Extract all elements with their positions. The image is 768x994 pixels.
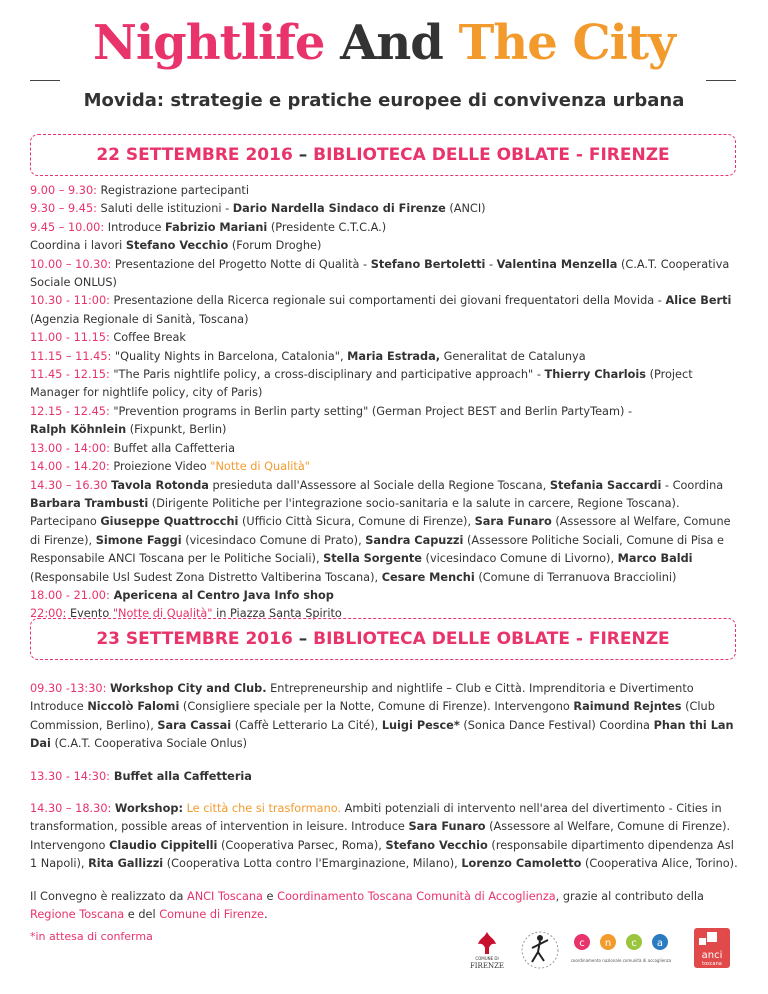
program-line: 9.00 – 9.30: Registrazione partecipanti — [30, 184, 249, 197]
comune-label: FIRENZE — [469, 962, 505, 970]
cnca-letter: c — [579, 938, 585, 949]
event-title — [0, 14, 768, 72]
organizers-credits: Il Convegno è realizzato da ANCI Toscana e Coordinamento Toscana Comunità di Accoglienza, grazie al contributo della Regione Toscana e del Comune di Firenze. — [30, 889, 704, 922]
day2-venue: BIBLIOTECA DELLE OBLATE - FIRENZE — [313, 629, 670, 649]
workshop-city-club: 09.30 -13:30: Workshop City and Club. Entrepreneurship and nightlife – Club e Città. Imprenditoria e Divertimento Introduce Niccolò Falomi (Consigliere speciale per la Notte, Comune di Firenze). Intervengono Raimund Rejntes (Club Commission, Berlino), Sara Cassai (Caffè Letterario La Cité), Luigi Pesce* (Sonica Dance Festival) Coordina Phan thi Lan Dai (C.A.T. Cooperativa Sociale Onlus) — [30, 682, 734, 751]
title-part-nightlife: Nightlife — [93, 15, 325, 71]
anci-sub-label: toscana — [702, 961, 722, 967]
anci-toscana-logo — [694, 928, 730, 968]
cnca-caption: coordinamento nazionale comunità di accoglienza — [570, 958, 672, 963]
program-line: Ralph Köhnlein (Fixpunkt, Berlin) — [30, 423, 227, 437]
day2-date: 23 SETTEMBRE 2016 — [96, 629, 293, 649]
cnca-letter: n — [604, 938, 612, 949]
comune-firenze-logo — [468, 928, 506, 970]
day1-program — [30, 182, 740, 624]
cnca-letter: a — [656, 938, 664, 949]
footnote-pending-confirmation: *in attesa di conferma — [30, 930, 153, 943]
program-line: 13.00 - 14:00: Buffet alla Caffetteria — [30, 441, 235, 455]
title-rule-right — [706, 80, 736, 81]
program-line: 14.00 - 14.20: Proiezione Video "Notte di Qualità" — [30, 460, 310, 474]
cnca-logo — [568, 928, 674, 972]
program-line: 12.15 - 12.45: "Prevention programs in Berlin party setting" (German Project BEST and Berlin PartyTeam) - — [30, 404, 633, 418]
day2-program — [30, 680, 740, 924]
program-line: 11.00 - 11.15: Coffee Break — [30, 331, 186, 345]
day1-banner — [30, 134, 736, 176]
program-line: 10.30 - 11:00: Presentazione della Ricerca regionale sui comportamenti dei giovani frequentatori della Movida - Alice Berti (Agenzia Regionale di Sanità, Toscana) — [30, 294, 732, 326]
day1-dash: – — [298, 145, 308, 165]
title-part-the-city: The City — [458, 15, 675, 71]
program-line: 9.45 – 10.00: Introduce Fabrizio Mariani (Presidente C.T.C.A.) — [30, 220, 387, 234]
title-part-and: And — [340, 15, 443, 71]
anci-label: anci — [701, 950, 723, 961]
day1-venue: BIBLIOTECA DELLE OBLATE - FIRENZE — [313, 145, 670, 165]
workshop-cities-transform: 14.30 – 18.30: Workshop: Le città che si trasformano. Ambiti potenziali di intervento nell'area del divertimento - Cities in transformation, possible areas of intervention in leisure. Introduce Sara Funaro (Assessore al Welfare, Comune di Firenze). Intervengono Claudio Cippitelli (Cooperativa Parsec, Roma), Stefano Vecchio (responsabile dipartimento dipendenza Asl 1 Napoli), Rita Gallizzi (Cooperativa Lotta contro l'Emarginazione, Milano), Lorenzo Camoletto (Cooperativa Alice, Torino). — [30, 802, 738, 871]
day2-banner — [30, 618, 736, 660]
cnca-letter: c — [631, 938, 637, 949]
comune-small-label: COMUNE DI — [475, 956, 499, 961]
program-line: 18.00 - 21.00: Apericena al Centro Java Info shop — [30, 588, 334, 602]
sponsor-logos — [468, 928, 738, 972]
program-line: 11.15 – 11.45: "Quality Nights in Barcelona, Catalonia", Maria Estrada, Generalitat de Catalunya — [30, 349, 586, 363]
buffet-line: 13.30 - 14:30: Buffet alla Caffetteria — [30, 769, 252, 783]
day1-date: 22 SETTEMBRE 2016 — [96, 145, 293, 165]
program-line: 11.45 - 12.15: "The Paris nightlife policy, a cross-disciplinary and participative approach" - Thierry Charlois (Project Manager for nightlife policy, city of Paris) — [30, 368, 693, 400]
event-subtitle: Movida: strategie e pratiche europee di convivenza urbana — [83, 90, 685, 111]
program-line: 10.00 – 10.30: Presentazione del Progetto Notte di Qualità - Stefano Bertoletti - Valentina Menzella (C.A.T. Cooperativa Sociale ONLUS) — [30, 257, 730, 290]
title-rule-left — [30, 80, 60, 81]
program-line: 9.30 – 9.45: Saluti delle istituzioni - Dario Nardella Sindaco di Firenze (ANCI) — [30, 202, 486, 216]
program-line: Coordina i lavori Stefano Vecchio (Forum Droghe) — [30, 239, 322, 253]
dancer-figure-logo — [514, 928, 562, 972]
day2-dash: – — [298, 629, 308, 649]
program-line: 22:00: Evento "Notte di Qualità" in Piazza Santa Spirito — [30, 607, 342, 621]
program-line-round-table: 14.30 – 16.30 Tavola Rotonda presieduta dall'Assessore al Sociale della Regione Toscana, Stefania Saccardi - Coordina Barbara Trambusti (Dirigente Politiche per l'integrazione socio-sanitaria e la salute in carcere, Regione Toscana). Partecipano Giuseppe Quattrocchi (Ufficio Città Sicura, Comune di Firenze), Sara Funaro (Assessore al Welfare, Comune di Firenze), Simone Faggi (vicesindaco Comune di Prato), Sandra Capuzzi (Assessore Politiche Sociali, Comune di Pisa e Responsabile ANCI Toscana per le Politiche Sociali), Stella Sorgente (vicesindaco Comune di Livorno), Marco Baldi (Responsabile Usl Sudest Zona Distretto Valtiberina Toscana), Cesare Menchi (Comune di Terranuova Bracciolini) — [30, 478, 731, 584]
